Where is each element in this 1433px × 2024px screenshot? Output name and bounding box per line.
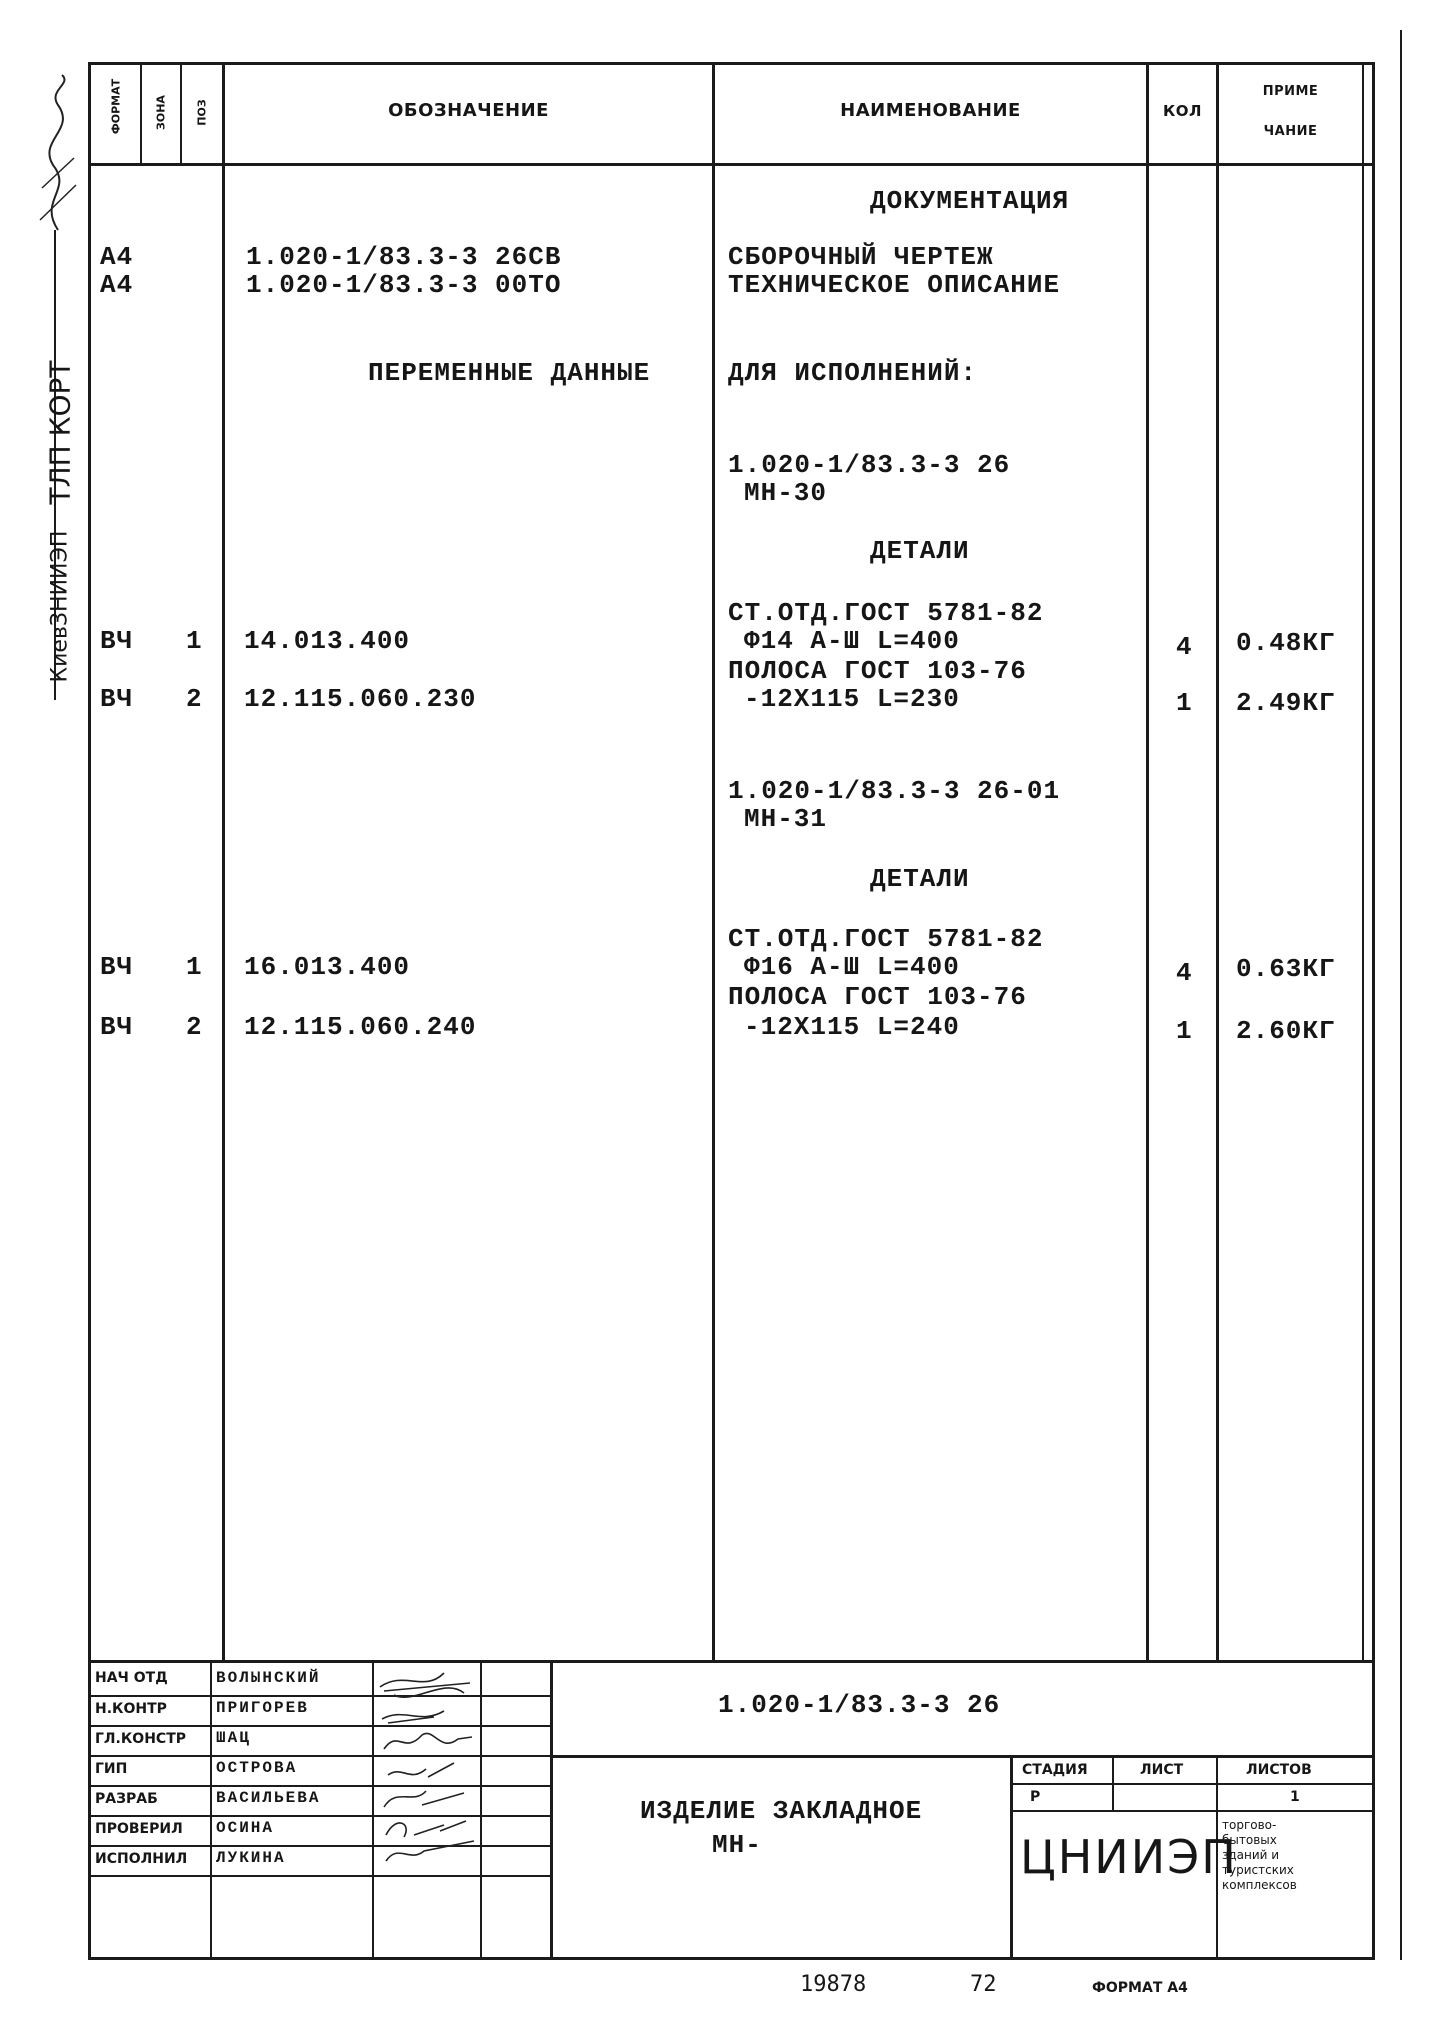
- tb-org-desc-line: бытовых: [1222, 1833, 1277, 1847]
- v2-row1-note: 0.63КГ: [1236, 954, 1336, 984]
- tb-stage-bottom: [1010, 1810, 1375, 1812]
- margin-signature: [28, 70, 88, 240]
- tb-stage-left: [1010, 1755, 1013, 1960]
- doc-row-1-name: СБОРОЧНЫЙ ЧЕРТЕЖ: [728, 242, 994, 272]
- tb-org-desc-line: туристских: [1222, 1863, 1294, 1877]
- tb-code-bottom: [550, 1755, 1375, 1758]
- frame-bottom: [88, 1957, 1375, 1960]
- v1-row2-note: 2.49КГ: [1236, 688, 1336, 718]
- tb-role-6: ИСПОЛНИЛ: [95, 1851, 188, 1867]
- signature-column: [374, 1665, 482, 1875]
- v2-row2-format: ВЧ: [100, 1012, 134, 1042]
- tb-org-desc: [1222, 1818, 1297, 1893]
- v1-row2-pos: 2: [186, 684, 203, 714]
- tb-name-1: ПРИГОРЕВ: [216, 1699, 309, 1717]
- col-sep-pos: [222, 62, 225, 1662]
- header-format: ФОРМАТ: [109, 78, 123, 135]
- margin-dept: ТЛП КОРТ: [43, 360, 77, 505]
- tb-top: [88, 1660, 1375, 1663]
- v2-row2-name1: ПОЛОСА ГОСТ 103-76: [728, 982, 1027, 1012]
- v1-row1-name1: СТ.ОТД.ГОСТ 5781-82: [728, 598, 1044, 628]
- doc-row-2-name: ТЕХНИЧЕСКОЕ ОПИСАНИЕ: [728, 270, 1061, 300]
- tb-sheets-label: ЛИСТОВ: [1246, 1762, 1312, 1778]
- doc-row-1-designation: 1.020-1/83.3-3 26СВ: [246, 242, 562, 272]
- footer-page-number: 72: [970, 1972, 997, 1997]
- frame-left: [88, 62, 91, 1960]
- v2-row2-pos: 2: [186, 1012, 203, 1042]
- tb-product-name: ИЗДЕЛИЕ ЗАКЛАДНОЕ: [640, 1796, 923, 1826]
- v1-row1-designation: 14.013.400: [244, 626, 411, 656]
- tb-col-date: [550, 1660, 553, 1960]
- header-designation: ОБОЗНАЧЕНИЕ: [388, 100, 549, 121]
- v1-row2-name2: -12Х115 L=230: [744, 684, 960, 714]
- footer-inv-number: 19878: [800, 1972, 867, 1997]
- col-sep-qty: [1216, 62, 1219, 1662]
- tb-stage-label: СТАДИЯ: [1022, 1762, 1088, 1778]
- v1-row1-note: 0.48КГ: [1236, 628, 1336, 658]
- tb-role-0: НАЧ ОТД: [95, 1670, 168, 1686]
- v2-row1-qty: 4: [1176, 958, 1193, 988]
- v2-row1-name2: Ф16 А-Ш L=400: [744, 952, 960, 982]
- v1-row2-designation: 12.115.060.230: [244, 684, 477, 714]
- tb-org-desc-line: торгово-: [1222, 1818, 1277, 1832]
- header-note-2: ЧАНИЕ: [1263, 124, 1318, 139]
- tb-role-4: РАЗРАБ: [95, 1791, 158, 1807]
- v1-row1-qty: 4: [1176, 632, 1193, 662]
- tb-name-5: ОСИНА: [216, 1819, 275, 1837]
- tb-name-2: ШАЦ: [216, 1729, 251, 1747]
- tb-name-0: ВОЛЫНСКИЙ: [216, 1669, 321, 1687]
- header-pos: ПОЗ: [195, 99, 209, 126]
- frame-top: [88, 62, 1375, 65]
- v2-row2-name2: -12Х115 L=240: [744, 1012, 960, 1042]
- variant1-mark: МН-30: [744, 478, 828, 508]
- variable-data-left: ПЕРЕМЕННЫЕ ДАННЫЕ: [368, 358, 651, 388]
- tb-stage-mid: [1010, 1783, 1375, 1785]
- header-note-1: ПРИМЕ: [1262, 84, 1319, 99]
- col-sep-name: [1146, 62, 1149, 1662]
- v2-row1-designation: 16.013.400: [244, 952, 411, 982]
- v1-row1-format: ВЧ: [100, 626, 134, 656]
- header-qty: КОЛ: [1163, 102, 1202, 120]
- tb-role-2: ГЛ.КОНСТР: [95, 1731, 187, 1747]
- v1-row1-pos: 1: [186, 626, 203, 656]
- v2-row1-pos: 1: [186, 952, 203, 982]
- tb-sheet-label: ЛИСТ: [1140, 1762, 1184, 1778]
- tb-name-6: ЛУКИНА: [216, 1849, 286, 1867]
- v1-row2-name1: ПОЛОСА ГОСТ 103-76: [728, 656, 1027, 686]
- v1-row2-format: ВЧ: [100, 684, 134, 714]
- v2-row2-note: 2.60КГ: [1236, 1016, 1336, 1046]
- doc-row-1-format: А4: [100, 242, 134, 272]
- tb-org-desc-line: комплексов: [1222, 1878, 1297, 1892]
- variant1-details-title: ДЕТАЛИ: [870, 536, 970, 566]
- variant2-code: 1.020-1/83.3-3 26-01: [728, 776, 1061, 806]
- margin-org: КиевЗНИИЭП: [47, 530, 73, 683]
- tb-name-4: ВАСИЛЬЕВА: [216, 1789, 321, 1807]
- tb-col-role: [210, 1660, 212, 1960]
- tb-org: ЦНИИЭП: [1020, 1830, 1238, 1884]
- tb-stage-value: Р: [1030, 1789, 1041, 1805]
- v2-row2-qty: 1: [1176, 1016, 1193, 1046]
- outer-right-edge: [1400, 30, 1402, 1960]
- tb-role-5: ПРОВЕРИЛ: [95, 1821, 183, 1837]
- col-sep-designation: [712, 62, 715, 1662]
- tb-role-3: ГИП: [95, 1761, 128, 1777]
- col-sep-format: [140, 62, 142, 164]
- doc-row-2-designation: 1.020-1/83.3-3 00ТО: [246, 270, 562, 300]
- frame-header-bottom: [88, 163, 1375, 166]
- variant2-details-title: ДЕТАЛИ: [870, 864, 970, 894]
- v1-row1-name2: Ф14 А-Ш L=400: [744, 626, 960, 656]
- v2-row1-name1: СТ.ОТД.ГОСТ 5781-82: [728, 924, 1044, 954]
- tb-doc-code: 1.020-1/83.3-3 26: [718, 1690, 1001, 1720]
- tb-sheets-value: 1: [1290, 1789, 1300, 1805]
- tb-name-3: ОСТРОВА: [216, 1759, 298, 1777]
- variable-data-right: ДЛЯ ИСПОЛНЕНИЙ:: [728, 358, 978, 388]
- v2-row2-designation: 12.115.060.240: [244, 1012, 477, 1042]
- footer-format: ФОРМАТ А4: [1092, 1980, 1188, 1996]
- col-sep-note: [1362, 62, 1364, 1662]
- frame-right: [1372, 62, 1375, 1960]
- section-documentation: ДОКУМЕНТАЦИЯ: [870, 186, 1070, 216]
- v2-row1-format: ВЧ: [100, 952, 134, 982]
- tb-role-1: Н.КОНТР: [95, 1701, 167, 1717]
- col-sep-zone: [180, 62, 182, 164]
- doc-row-2-format: А4: [100, 270, 134, 300]
- variant1-code: 1.020-1/83.3-3 26: [728, 450, 1011, 480]
- header-zone: ЗОНА: [154, 95, 168, 130]
- header-name: НАИМЕНОВАНИЕ: [840, 100, 1021, 121]
- v1-row2-qty: 1: [1176, 688, 1193, 718]
- tb-org-desc-line: зданий и: [1222, 1848, 1280, 1862]
- tb-product-mark: МН-: [712, 1830, 762, 1860]
- variant2-mark: МН-31: [744, 804, 828, 834]
